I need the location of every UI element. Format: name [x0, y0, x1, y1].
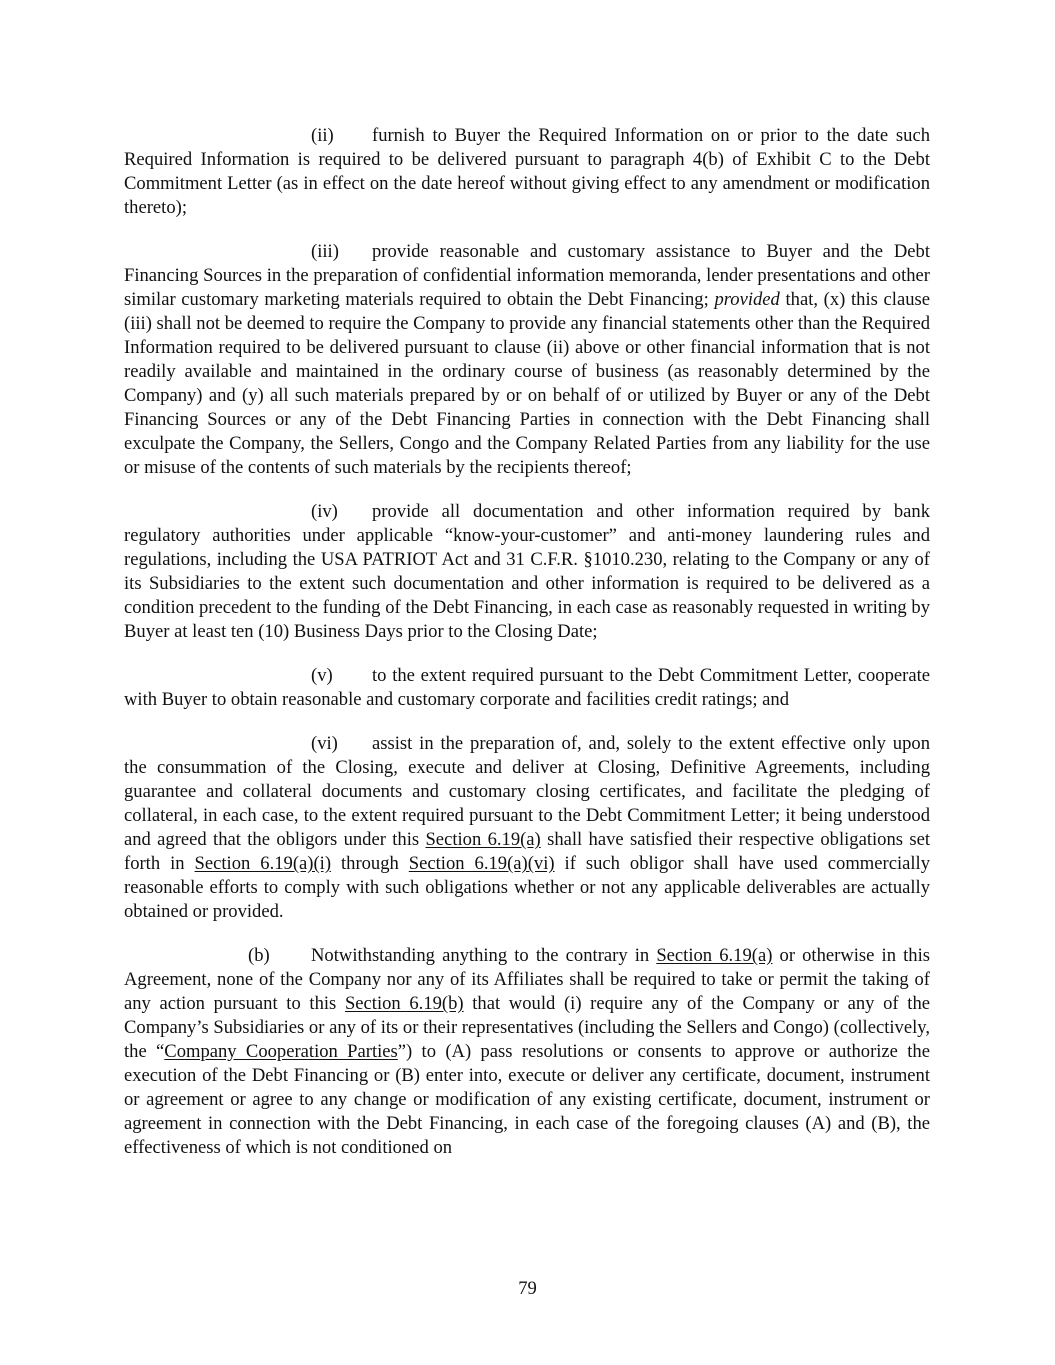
clause-text: if such obligor shall have used commercially reasonable efforts to comply with such obligations whether or not any applicable deliverables are actually obtained or provided.	[124, 853, 930, 922]
document-page	[124, 124, 930, 1180]
clause-text: to the extent required pursuant to the Debt Commitment Letter, cooperate with Buyer to obtain reasonable and customary corporate and facilities credit ratings; and	[124, 665, 930, 710]
clause-number: (iii)	[311, 241, 339, 262]
section-reference-link[interactable]: Section 6.19(a)	[425, 829, 541, 850]
clause-text: provide reasonable and customary assistance to Buyer and the Debt Financing Sources in the preparation of confidential information memoranda, lender presentations and other similar customary marketing materials required to obtain the Debt Financing;	[124, 241, 930, 310]
clause-iii	[124, 240, 930, 480]
clause-text: through	[331, 853, 409, 874]
clause-v	[124, 664, 930, 712]
section-reference-link[interactable]: Section 6.19(a)(i)	[194, 853, 332, 874]
clause-number: (v)	[311, 665, 333, 686]
clause-number: (ii)	[311, 125, 334, 146]
clause-iv	[124, 500, 930, 644]
section-text: ”) to (A) pass resolutions or consents to approve or authorize the execution of the Debt Financing or (B) enter into, execute or deliver any certificate, document, instrument or agreement or agree to any change or modification of any existing certificate, document, instrument or agreement in connection with the Debt Financing, in each case of the foregoing clauses (A) and (B), the effectiveness of which is not conditioned on	[124, 1041, 930, 1158]
clause-text: assist in the preparation of, and, solely to the extent effective only upon the consummation of the Closing, execute and deliver at Closing, Definitive Agreements, including guarantee and collateral documents and customary closing certificates, and facilitate the pledging of collateral, in each case, to the extent required pursuant to the Debt Commitment Letter; it being understood and agreed that the obligors under this	[124, 733, 930, 850]
section-text: Notwithstanding anything to the contrary in	[311, 945, 657, 966]
section-reference-link[interactable]: Section 6.19(a)	[656, 945, 773, 966]
section-text: that would (i) require any of the Company or any of the Company’s Subsidiaries or any of its or their representatives (including the Sellers and Congo) (collectively, the “	[124, 993, 930, 1062]
section-text: or otherwise in this Agreement, none of the Company nor any of its Affiliates shall be required to take or permit the taking of any action pursuant to this	[124, 945, 930, 1014]
clause-text: that, (x) this clause (iii) shall not be deemed to require the Company to provide any financial statements other than the Required Information required to be delivered pursuant to clause (ii) above or other financial information that is not readily available and maintained in the ordinary course of business (as reasonably determined by the Company) and (y) all such materials prepared by or on behalf of or utilized by Buyer or any of the Debt Financing Sources or any of the Debt Financing Parties in connection with the Debt Financing shall exculpate the Company, the Sellers, Congo and the Company Related Parties from any liability for the use or misuse of the contents of such materials by the recipients thereof;	[124, 289, 931, 478]
clause-text: furnish to Buyer the Required Information on or prior to the date such Required Information is required to be delivered pursuant to paragraph 4(b) of Exhibit C to the Debt Commitment Letter (as in effect on the date hereof without giving effect to any amendment or modification thereto);	[124, 125, 930, 218]
clause-text: shall have satisfied their respective obligations set forth in	[124, 829, 930, 874]
clause-text: provide all documentation and other information required by bank regulatory authorities under applicable “know-your-customer” and anti-money laundering rules and regulations, including the USA PATRIOT Act and 31 C.F.R. §1010.230, relating to the Company or any of its Subsidiaries to the extent such documentation and other information is required to be delivered as a condition precedent to the funding of the Debt Financing, in each case as reasonably requested in writing by Buyer at least ten (10) Business Days prior to the Closing Date;	[124, 501, 930, 642]
section-b	[124, 944, 930, 1160]
section-reference-link[interactable]: Section 6.19(a)(vi)	[408, 853, 555, 874]
defined-term: Company Cooperation Parties	[164, 1041, 398, 1062]
clause-vi	[124, 732, 930, 924]
clause-number: (vi)	[311, 733, 338, 754]
clause-number: (iv)	[311, 501, 338, 522]
section-number: (b)	[248, 945, 270, 966]
page-number: 79	[518, 1278, 537, 1299]
italic-term: provided	[714, 289, 780, 310]
section-reference-link[interactable]: Section 6.19(b)	[344, 993, 464, 1014]
clause-ii	[124, 124, 930, 220]
